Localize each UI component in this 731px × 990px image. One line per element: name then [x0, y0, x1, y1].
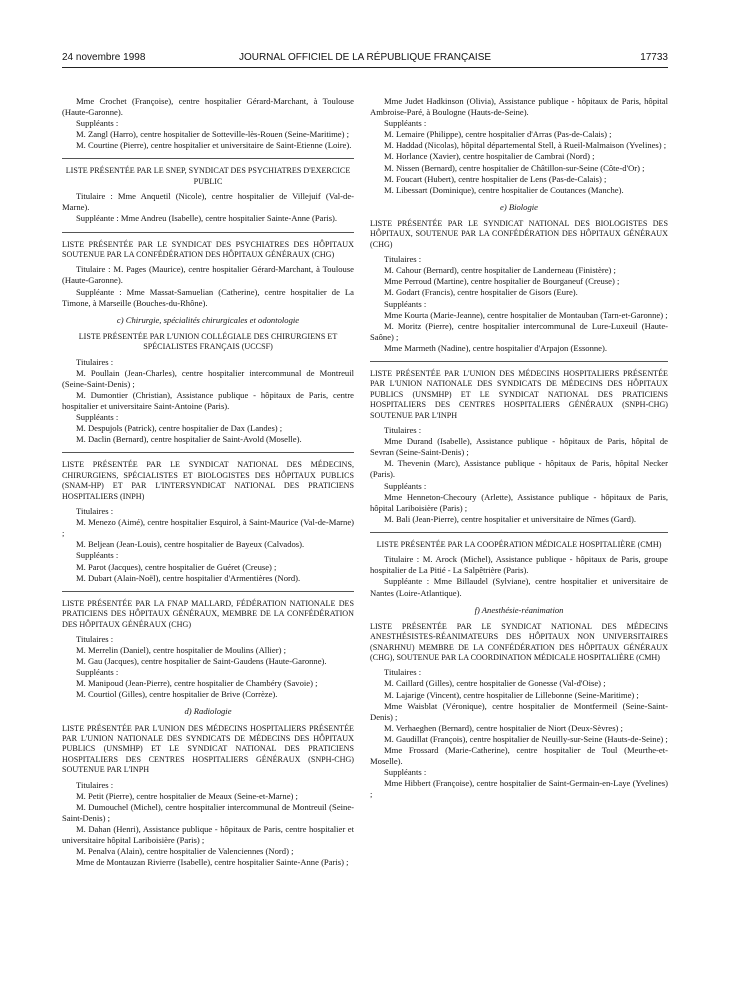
subheading: Suppléants : — [384, 767, 427, 778]
section-heading: c) Chirurgie, spécialités chirurgicales et odontologie — [116, 314, 300, 325]
paragraph: M. Dumouchel (Michel), centre hospitalier intercommunal de Montreuil (Seine-Saint-Denis) ; — [62, 801, 354, 823]
separator-rule — [370, 532, 668, 533]
paragraph: M. Despujols (Patrick), centre hospitalier de Dax (Landes) ; — [76, 423, 283, 434]
section-heading: e) Biologie — [500, 201, 538, 212]
paragraph: Suppléante : Mme Andreu (Isabelle), centre hospitalier Sainte-Anne (Paris). — [76, 213, 338, 224]
paragraph: M. Caillard (Gilles), centre hospitalier de Gonesse (Val-d'Oise) ; — [384, 678, 606, 689]
paragraph: Mme Kourta (Marie-Jeanne), centre hospitalier de Montauban (Tarn-et-Garonne) ; — [384, 309, 668, 320]
paragraph: M. Courtine (Pierre), centre hospitalier et universitaire de Saint-Etienne (Loire). — [76, 140, 352, 151]
paragraph: Titulaire : Mme Anquetil (Nicole), centre hospitalier de Villejuif (Val-de-Marne). — [62, 191, 354, 213]
paragraph: M. Menezo (Aimé), centre hospitalier Esquirol, à Saint-Maurice (Val-de-Marne) ; — [62, 517, 354, 539]
paragraph: Suppléante : Mme Billaudel (Sylviane), centre hospitalier et universitaire de Nantes (Loire-Atlantique). — [370, 576, 668, 598]
paragraph: M. Beljean (Jean-Louis), centre hospitalier de Bayeux (Calvados). — [76, 539, 305, 550]
paragraph: Mme de Montauzan Rivierre (Isabelle), centre hospitalier Sainte-Anne (Paris) ; — [76, 857, 349, 868]
paragraph: Mme Durand (Isabelle), Assistance publique - hôpitaux de Paris, hôpital de Sevran (Seine-Saint-Denis) ; — [370, 436, 668, 458]
subheading: Titulaires : — [76, 356, 114, 367]
paragraph: M. Moritz (Pierre), centre hospitalier intercommunal de Lure-Luxeuil (Haute-Saône) ; — [370, 320, 668, 342]
header-page-number: 17733 — [640, 52, 668, 63]
list-heading: LISTE PRÉSENTÉE PAR L'UNION DES MÉDECINS HOSPITALIERS PRÉSENTÉE PAR L'UNION NATIONALE DES SYNDICATS DE MÉDECINS DES HÔPITAUX PUBLICS (UNSMHP) ET LE SYNDICAT NATIONAL DES PRATICIENS HOSPITALIERS DES CENTRES HOSPITALIERS GÉNÉRAUX (SNPH-CHG) SOUTENUE PAR L'INPH — [370, 369, 668, 420]
list-heading: LISTE PRÉSENTÉE PAR LE SYNDICAT NATIONAL DES MÉDECINS, CHIRURGIENS, SPÉCIALISTES ET BIOLOGISTES DES HÔPITAUX PUBLICS (SNAM-HP) ET PAR L'INTERSYNDICAT NATIONAL DES PRATICIENS HOSPITALIERS (INPH) — [62, 460, 354, 501]
paragraph: Titulaire : M. Arock (Michel), Assistance publique - hôpitaux de Paris, groupe hospitalier de La Pitié - La Salpêtrière (Paris). — [370, 554, 668, 576]
paragraph: M. Manipoud (Jean-Pierre), centre hospitalier de Chambéry (Savoie) ; — [76, 678, 318, 689]
paragraph: M. Haddad (Nicolas), hôpital départemental Stell, à Rueil-Malmaison (Yvelines) ; — [384, 140, 667, 151]
paragraph: M. Libessart (Dominique), centre hospitalier de Coutances (Manche). — [384, 184, 624, 195]
paragraph: M. Nissen (Bernard), centre hospitalier de Châtillon-sur-Seine (Côte-d'Or) ; — [384, 162, 645, 173]
separator-rule — [62, 158, 354, 159]
subheading: Titulaires : — [76, 506, 114, 517]
list-heading: LISTE PRÉSENTÉE PAR LA FNAP MALLARD, FÉDÉRATION NATIONALE DES PRATICIENS DES HÔPITAUX GÉNÉRAUX, MEMBRE DE LA CONFÉDÉRATION DES HÔPITAUX GÉNÉRAUX (CHG) — [62, 598, 354, 629]
paragraph: M. Courtiol (Gilles), centre hospitalier de Brive (Corrèze). — [76, 689, 278, 700]
list-heading: LISTE PRÉSENTÉE PAR L'UNION COLLÉGIALE DES CHIRURGIENS ET SPÉCIALISTES FRANÇAIS (UCCSF) — [78, 331, 338, 352]
list-heading: LISTE PRÉSENTÉE PAR LE SYNDICAT NATIONAL DES MÉDECINS ANESTHÉSISTES-RÉANIMATEURS DES HÔPITAUX NON UNIVERSITAIRES (SNARHNU) MEMBRE DE LA CONFÉDÉRATION DES HÔPITAUX GÉNÉRAUX (CHG), SOUTENUE PAR LA COORDINATION MÉDICALE HOSPITALIÈRE (CMH) — [370, 621, 668, 662]
paragraph: M. Poullain (Jean-Charles), centre hospitalier intercommunal de Montreuil (Seine-Saint-Denis) ; — [62, 367, 354, 389]
paragraph: Mme Judet Hadkinson (Olivia), Assistance publique - hôpitaux de Paris, hôpital Ambroise-Paré, à Boulogne (Hauts-de-Seine). — [370, 96, 668, 118]
right-column — [370, 96, 668, 976]
paragraph: M. Gau (Jacques), centre hospitalier de Saint-Gaudens (Haute-Garonne). — [76, 656, 327, 667]
paragraph: M. Lajarige (Vincent), centre hospitalier de Lillebonne (Seine-Maritime) ; — [384, 689, 639, 700]
left-column — [62, 96, 354, 976]
paragraph: M. Daclin (Bernard), centre hospitalier de Saint-Avold (Moselle). — [76, 434, 302, 445]
paragraph: M. Penalva (Alain), centre hospitalier de Valenciennes (Nord) ; — [76, 846, 294, 857]
section-heading: f) Anesthésie-réanimation — [474, 604, 564, 615]
header-title: JOURNAL OFFICIEL DE LA RÉPUBLIQUE FRANÇAISE — [238, 52, 492, 63]
paragraph: M. Dumontier (Christian), Assistance publique - hôpitaux de Paris, centre hospitalier et universitaire Saint-Antoine (Paris). — [62, 389, 354, 412]
separator-rule — [370, 361, 668, 362]
subheading: Suppléants : — [384, 480, 427, 491]
list-heading: LISTE PRÉSENTÉE PAR LE SNEP, SYNDICAT DES PSYCHIATRES D'EXERCICE PUBLIC — [65, 166, 351, 186]
subheading: Suppléants : — [76, 667, 119, 678]
paragraph: M. Merrelin (Daniel), centre hospitalier de Moulins (Allier) ; — [76, 645, 287, 655]
separator-rule — [62, 452, 354, 453]
subheading: Suppléants : — [384, 298, 427, 309]
paragraph: M. Parot (Jacques), centre hospitalier de Guéret (Creuse) ; — [76, 561, 277, 572]
paragraph: Suppléante : Mme Massat-Samuelian (Catherine), centre hospitalier de La Timone, à Marseille (Bouches-du-Rhône). — [62, 286, 354, 308]
paragraph: M. Thevenin (Marc), Assistance publique - hôpitaux de Paris, hôpital Necker (Paris). — [370, 458, 668, 480]
page-header — [62, 52, 668, 66]
paragraph: M. Cahour (Bernard), centre hospitalier de Landerneau (Finistère) ; — [384, 265, 616, 276]
section-heading: d) Radiologie — [184, 706, 232, 717]
list-heading: LISTE PRÉSENTÉE PAR L'UNION DES MÉDECINS HOSPITALIERS PRÉSENTÉE PAR L'UNION NATIONALE DES SYNDICATS DE MÉDECINS DES HÔPITAUX PUBLICS (UNSMHP) ET LE SYNDICAT NATIONAL DES PRATICIENS HOSPITALIERS DES CENTRES HOSPITALIERS GÉNÉRAUX (SNPH-CHG) SOUTENUE PAR L'INPH — [62, 723, 354, 775]
subheading: Titulaires : — [384, 254, 422, 265]
paragraph: Mme Waisblat (Véronique), centre hospitalier de Montfermeil (Seine-Saint-Denis) ; — [370, 700, 668, 722]
paragraph: M. Zangl (Harro), centre hospitalier de Sotteville-lès-Rouen (Seine-Maritime) ; — [76, 129, 350, 140]
paragraph: Mme Hibbert (Françoise), centre hospitalier de Saint-Germain-en-Laye (Yvelines) ; — [370, 778, 668, 800]
subheading: Titulaires : — [76, 633, 114, 644]
subheading: Titulaires : — [76, 779, 114, 790]
subheading: Suppléants : — [76, 550, 119, 561]
paragraph: M. Lemaire (Philippe), centre hospitalier d'Arras (Pas-de-Calais) ; — [384, 129, 612, 140]
paragraph: M. Dubart (Alain-Noël), centre hospitalier d'Armentières (Nord). — [76, 572, 301, 583]
paragraph: M. Godart (Francis), centre hospitalier de Gisors (Eure). — [384, 287, 578, 298]
paragraph: Mme Marmeth (Nadine), centre hospitalier d'Arpajon (Essonne). — [384, 342, 608, 353]
header-rule — [62, 67, 668, 68]
paragraph: Mme Perroud (Martine), centre hospitalier de Bourganeuf (Creuse) ; — [384, 276, 620, 287]
subheading: Suppléants : — [384, 118, 427, 129]
list-heading: LISTE PRÉSENTÉE PAR LA COOPÉRATION MÉDICALE HOSPITALIÈRE (CMH) — [376, 539, 662, 549]
paragraph: Titulaire : M. Pages (Maurice), centre hospitalier Gérard-Marchant, à Toulouse (Haute-Garonne). — [62, 264, 354, 286]
separator-rule — [62, 232, 354, 233]
subheading: Suppléants : — [76, 118, 119, 129]
paragraph: M. Verhaeghen (Bernard), centre hospitalier de Niort (Deux-Sèvres) ; — [384, 722, 623, 733]
header-date: 24 novembre 1998 — [62, 52, 146, 63]
paragraph: M. Bali (Jean-Pierre), centre hospitalier et universitaire de Nîmes (Gard). — [384, 513, 636, 524]
paragraph: Mme Henneton-Checoury (Arlette), Assistance publique - hôpitaux de Paris, hôpital Lariboisière (Paris) ; — [370, 491, 668, 513]
paragraph: M. Foucart (Hubert), centre hospitalier de Lens (Pas-de-Calais) ; — [384, 173, 607, 184]
paragraph: M. Petit (Pierre), centre hospitalier de Meaux (Seine-et-Marne) ; — [76, 790, 298, 801]
paragraph: Mme Frossard (Marie-Catherine), centre hospitalier de Toul (Meurthe-et-Moselle). — [370, 745, 668, 767]
subheading: Titulaires : — [384, 667, 422, 678]
paragraph: Mme Crochet (Françoise), centre hospitalier Gérard-Marchant, à Toulouse (Haute-Garonne). — [62, 96, 354, 118]
subheading: Titulaires : — [384, 425, 422, 436]
separator-rule — [62, 591, 354, 592]
subheading: Suppléants : — [76, 412, 119, 423]
paragraph: M. Dahan (Henri), Assistance publique - hôpitaux de Paris, centre hospitalier et universitaire hôpital Lariboisière (Paris) ; — [62, 823, 354, 846]
paragraph: M. Gaudillat (François), centre hospitalier de Neuilly-sur-Seine (Hauts-de-Seine) ; — [384, 733, 668, 744]
paragraph: M. Horlance (Xavier), centre hospitalier de Cambrai (Nord) ; — [384, 151, 595, 162]
list-heading: LISTE PRÉSENTÉE PAR LE SYNDICAT NATIONAL DES BIOLOGISTES DES HÔPITAUX, SOUTENUE PAR LA CONFÉDÉRATION DES HÔPITAUX GÉNÉRAUX (CHG) — [370, 218, 668, 249]
list-heading: LISTE PRÉSENTÉE PAR LE SYNDICAT DES PSYCHIATRES DES HÔPITAUX SOUTENUE PAR LA CONFÉDÉRATION DES HÔPITAUX GÉNÉRAUX (CHG) — [62, 239, 354, 259]
